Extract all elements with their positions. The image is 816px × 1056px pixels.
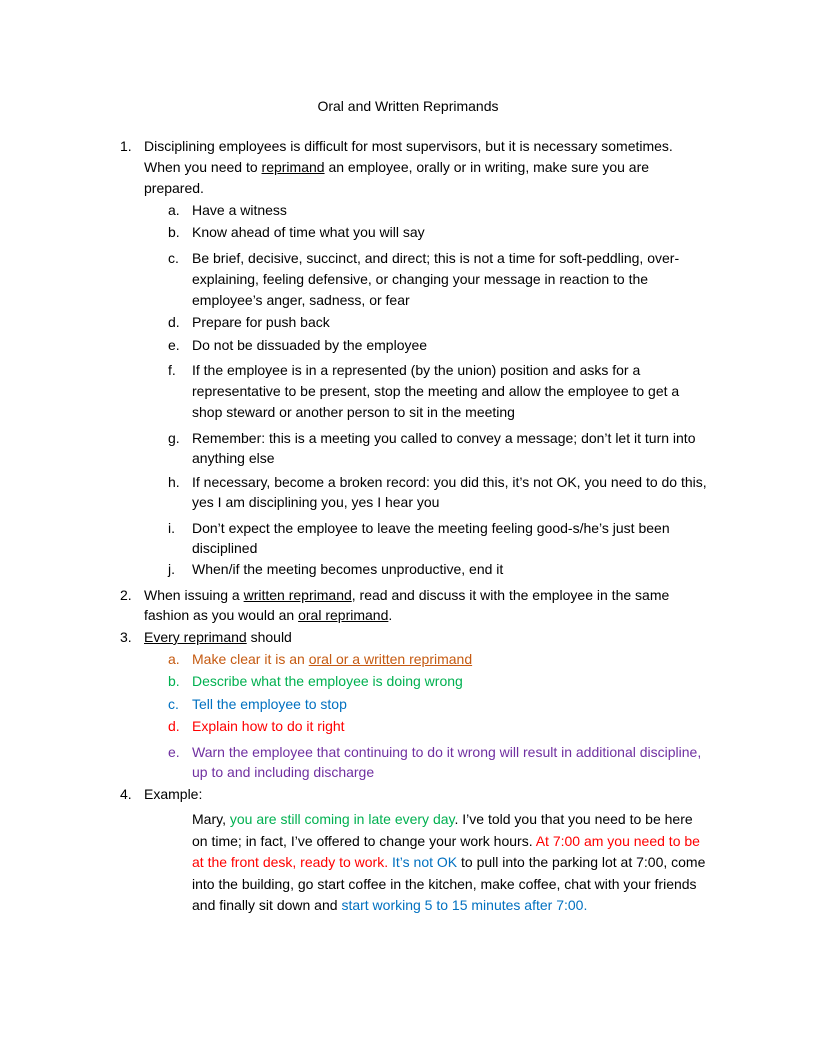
every-reprimand-term: Every reprimand (144, 629, 247, 645)
reprimand-term: reprimand (261, 159, 325, 175)
list-item-text: Every reprimand should (144, 629, 292, 645)
example-paragraph: Mary, you are still coming in late every day. I’ve told you that you need to be here on time; in fact, I’ve offered to change your work hours. At 7:00 am you need to be at the front desk, ready to work. It’s not OK to pull into the parking lot at 7:00, come into the building, go start coffee in the kitchen, make coffee, chat with your friends and finally sit down and start working 5 to 15 minutes after 7:00. (192, 811, 706, 914)
oral-reprimand-term: oral reprimand (298, 607, 389, 623)
list-number: 2. (120, 587, 132, 603)
list-item-text: Disciplining employees is difficult for most supervisors, but it is necessary sometimes. When you need to reprimand an employee, orally or in writing, make sure you are prepared. (144, 138, 673, 196)
list-item-1 (120, 136, 710, 198)
list-number: 3. (120, 629, 132, 645)
list-item-text: When issuing a written reprimand, read and discuss it with the employee in the same fashion as you would an oral reprimand. (144, 587, 670, 623)
written-reprimand-term: written reprimand (243, 587, 352, 603)
list-number: 1. (120, 138, 132, 154)
document-title: Oral and Written Reprimands (317, 98, 499, 114)
list-number: 4. (120, 786, 132, 802)
example-label: Example: (144, 786, 203, 802)
